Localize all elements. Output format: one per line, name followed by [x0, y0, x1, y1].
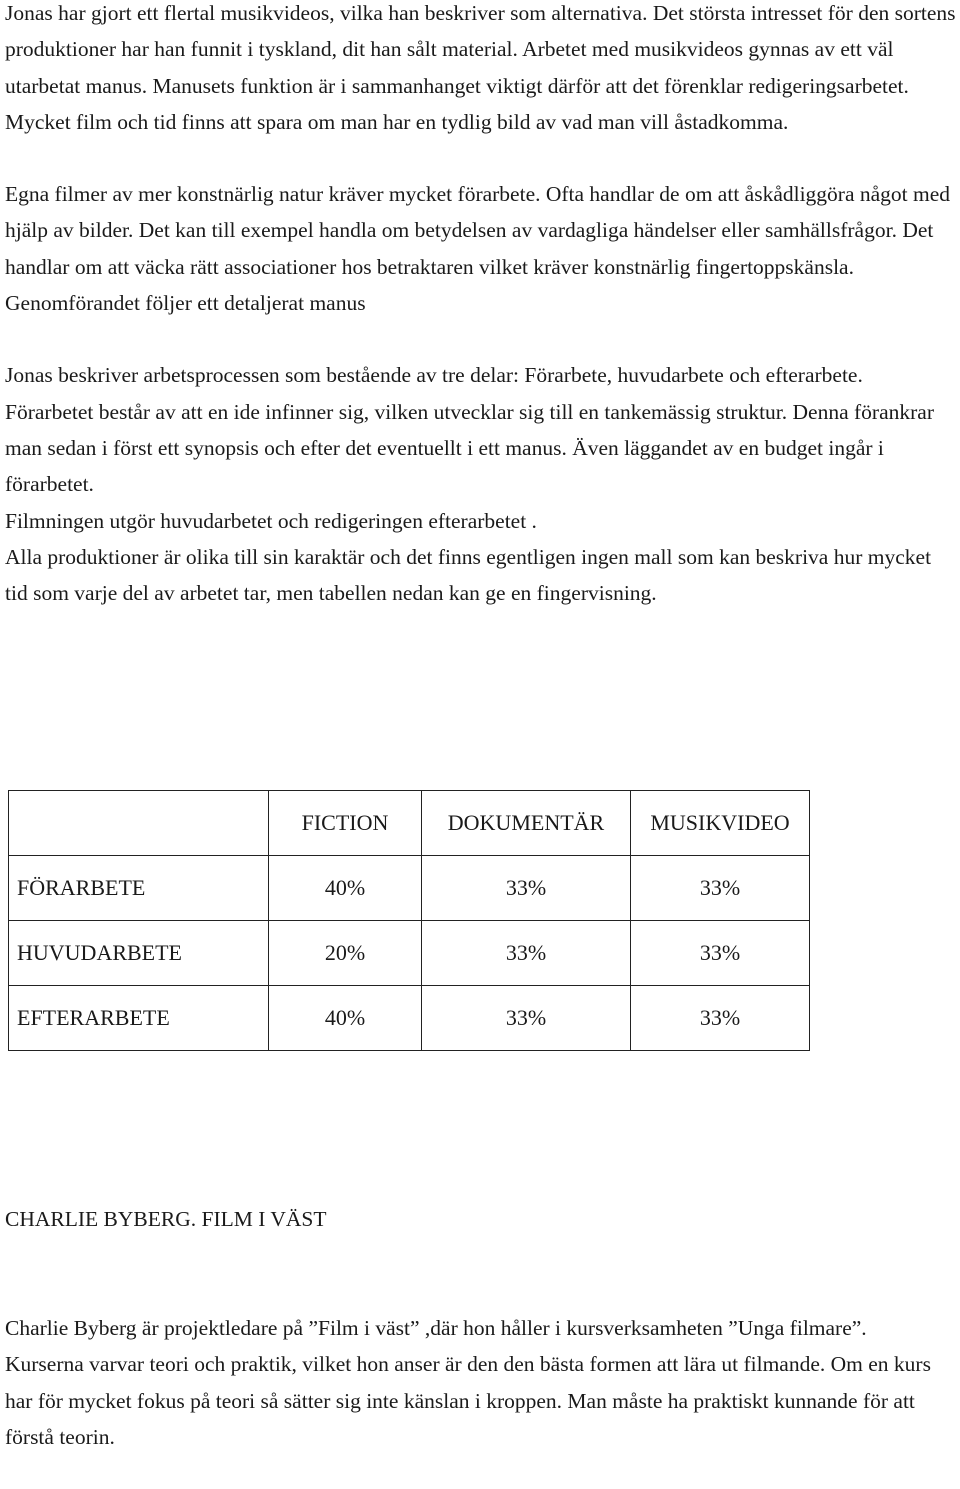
table-cell: 33% [631, 921, 810, 986]
table-cell: 33% [422, 921, 631, 986]
table-row [9, 856, 810, 921]
table-row-label: EFTERARBETE [9, 986, 269, 1051]
table-header-cell [9, 791, 269, 856]
table-cell: 33% [422, 986, 631, 1051]
table-cell: 33% [631, 986, 810, 1051]
paragraph-productions: Alla produktioner är olika till sin karaktär och det finns egentligen ingen mall som kan beskriva hur mycket tid som varje del av arbetet tar, men tabellen nedan kan ge en fingervisning. [5, 544, 932, 606]
table-header-row [9, 791, 810, 856]
table-row [9, 986, 810, 1051]
table-row [9, 921, 810, 986]
paragraph-work-process: Jonas beskriver arbetsprocessen som bestående av tre delar: Förarbete, huvudarbete och efterarbete. [5, 363, 863, 388]
table-row-label: FÖRARBETE [9, 856, 269, 921]
table-cell: 40% [269, 856, 422, 921]
table-header-cell: FICTION [269, 791, 422, 856]
document-body [5, 0, 957, 611]
table-header-cell: MUSIKVIDEO [631, 791, 810, 856]
paragraph-pre-production: Förarbetet består av att en ide infinner sig, vilken utvecklar sig till en tankemässig struktur. Denna förankrar man sedan i först ett synopsis och efter det eventuellt i ett manus. Även läggandet av en budget ingår i förarbetet. [5, 399, 934, 497]
section-charlie-byberg [5, 1310, 957, 1455]
paragraph-music-videos: Jonas har gjort ett flertal musikvideos, vilka han beskriver som alternativa. Det största intresset för den sortens produktioner har han funnit i tyskland, dit han sålt material. Arbetet med musikvideos gynnas av ett väl utarbetat manus. Manusets funktion är i sammanhanget viktigt därför att det förenklar redigeringsarbetet. Mycket film och tid finns att spara om man har en tydlig bild av vad man vill åstadkomma. [5, 1, 956, 134]
paragraph-main-work: Filmningen utgör huvudarbetet och redigeringen efterarbetet . [5, 508, 537, 533]
table-cell: 40% [269, 986, 422, 1051]
paragraph-project-leader: Charlie Byberg är projektledare på ”Film i väst” ,där hon håller i kursverksamheten ”Unga filmare”. [5, 1316, 867, 1340]
section-heading: CHARLIE BYBERG. FILM I VÄST [5, 1207, 327, 1231]
table-header-cell: DOKUMENTÄR [422, 791, 631, 856]
paragraph-artistic-films: Egna filmer av mer konstnärlig natur kräver mycket förarbete. Ofta handlar de om att åskådliggöra något med hjälp av bilder. Det kan till exempel handla om betydelsen av vardagliga händelser eller samhällsfrågor. Det handlar om att väcka rätt associationer hos betraktaren vilket kräver konstnärlig fingertoppskänsla. Genomförandet följer ett detaljerat manus [5, 182, 951, 316]
table-row-label: HUVUDARBETE [9, 921, 269, 986]
paragraph-courses: Kurserna varvar teori och praktik, vilket hon anser är den den bästa formen att lära ut filmande. Om en kurs har för mycket fokus på teori så sätter sig inte känslan i kroppen. Man måste ha praktiskt kunnande för att förstå teorin. [5, 1352, 931, 1449]
work-distribution-table [8, 790, 810, 1051]
table-cell: 20% [269, 921, 422, 986]
table-cell: 33% [422, 856, 631, 921]
table-cell: 33% [631, 856, 810, 921]
